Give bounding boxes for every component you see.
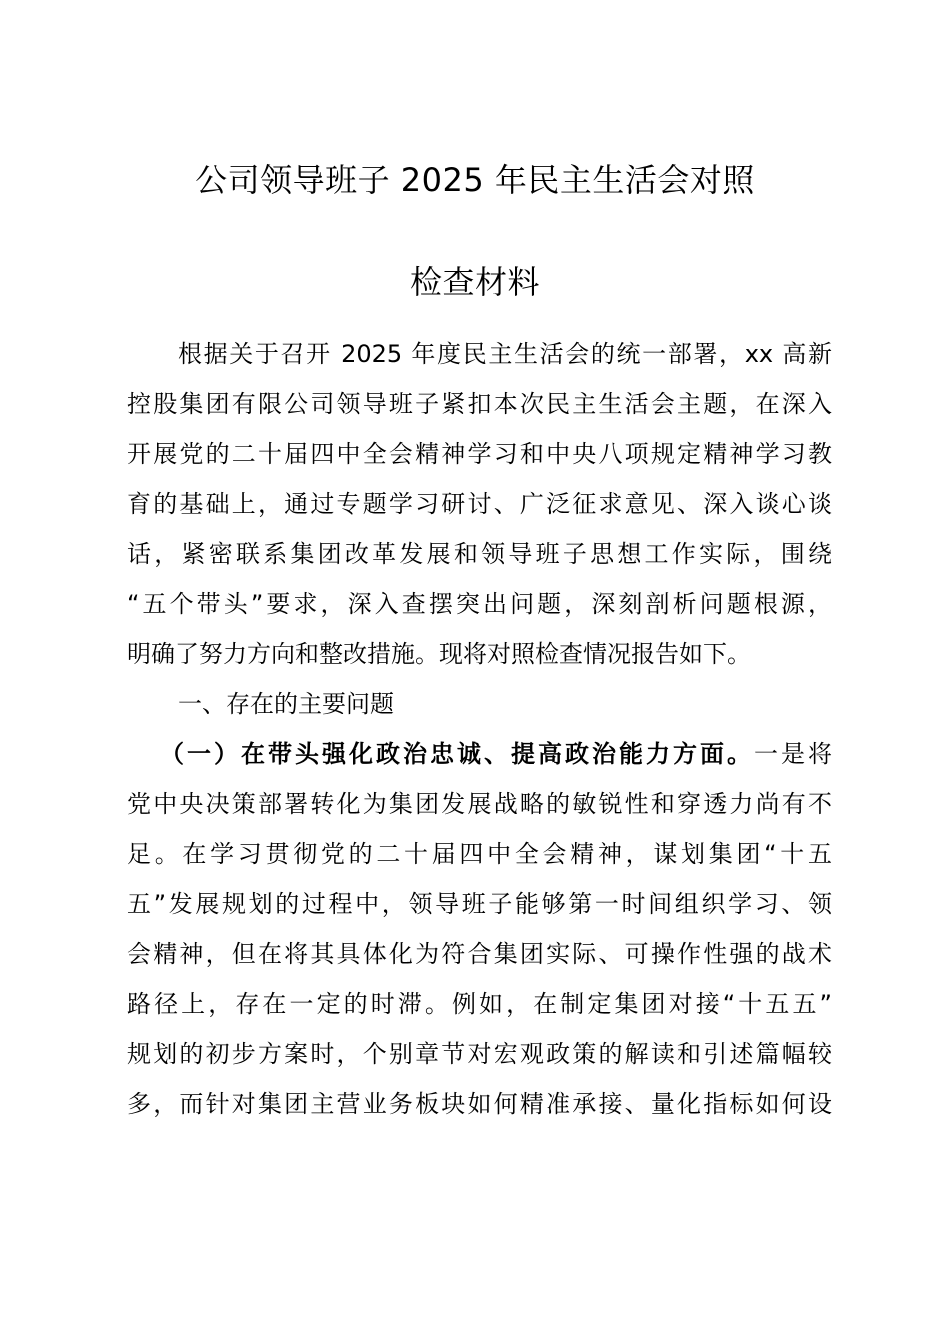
paragraph-line: “五个带头”要求，深入查摆突出问题，深刻剖析问题根源，: [127, 590, 832, 618]
document-title-line-2: 检查材料: [409, 263, 540, 301]
paragraph-line: 规划的初步方案时，个别章节对宏观政策的解读和引述篇幅较: [127, 1040, 832, 1068]
subsection-lead-text: 一是将: [754, 740, 832, 768]
subsection-first-line: [160, 738, 832, 770]
section-heading: 一、存在的主要问题: [178, 690, 394, 718]
paragraph-line: 党中央决策部署转化为集团发展战略的敏锐性和穿透力尚有不: [127, 790, 832, 818]
paragraph-line: 明确了努力方向和整改措施。现将对照检查情况报告如下。: [127, 640, 751, 668]
paragraph-line: 五”发展规划的过程中，领导班子能够第一时间组织学习、领: [127, 890, 832, 918]
subsection-heading: （一）在带头强化政治忠诚、提高政治能力方面。: [160, 740, 754, 768]
paragraph-line: 控股集团有限公司领导班子紧扣本次民主生活会主题，在深入: [127, 390, 832, 418]
paragraph-line: 路径上，存在一定的时滞。例如，在制定集团对接“十五五”: [127, 990, 832, 1018]
paragraph-line: 根据关于召开 2025 年度民主生活会的统一部署，xx 高新: [178, 340, 832, 368]
document-title-line-1: 公司领导班子 2025 年民主生活会对照: [195, 161, 755, 199]
paragraph-line: 足。在学习贯彻党的二十届四中全会精神，谋划集团“十五: [127, 840, 832, 868]
paragraph-line: 话，紧密联系集团改革发展和领导班子思想工作实际，围绕: [127, 540, 832, 568]
paragraph-line: 开展党的二十届四中全会精神学习和中央八项规定精神学习教: [127, 440, 832, 468]
paragraph-line: 多，而针对集团主营业务板块如何精准承接、量化指标如何设: [127, 1090, 832, 1118]
paragraph-line: 会精神，但在将其具体化为符合集团实际、可操作性强的战术: [127, 940, 832, 968]
paragraph-line: 育的基础上，通过专题学习研讨、广泛征求意见、深入谈心谈: [127, 490, 832, 518]
